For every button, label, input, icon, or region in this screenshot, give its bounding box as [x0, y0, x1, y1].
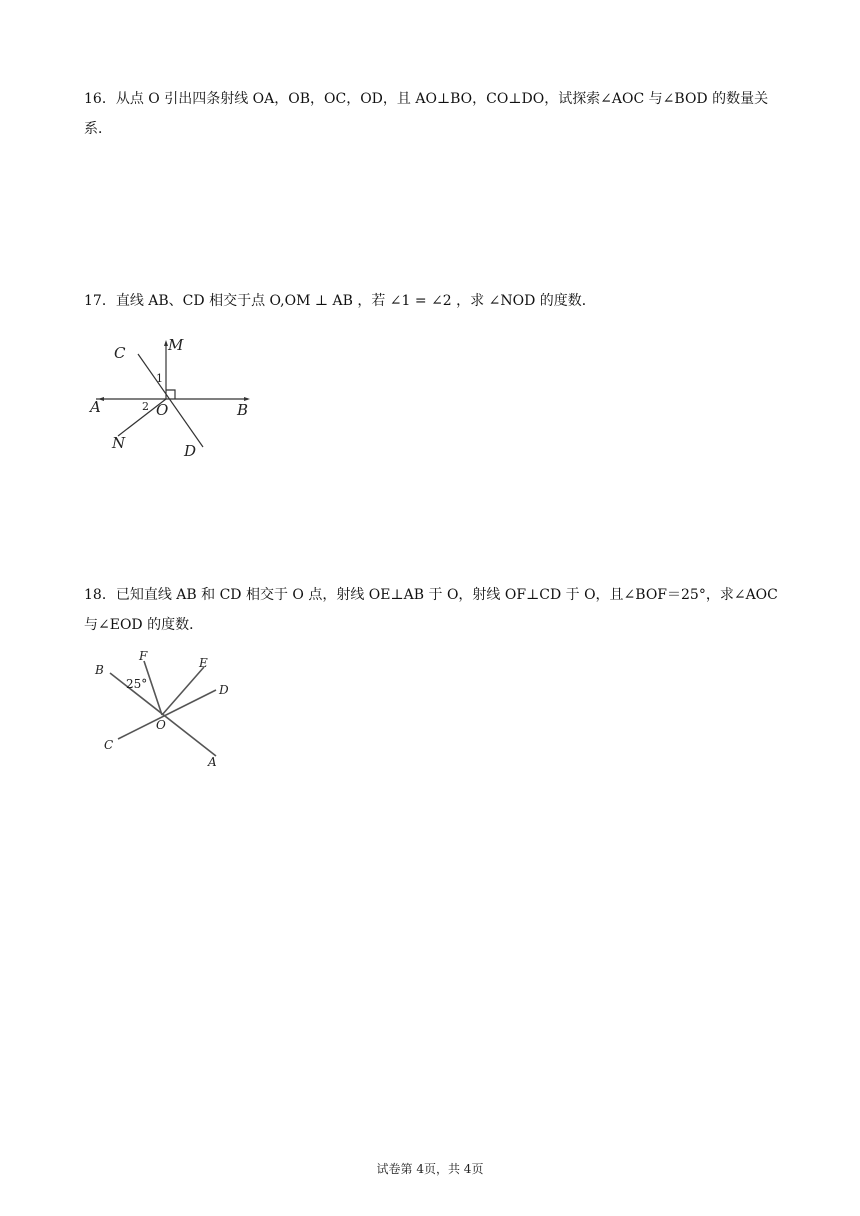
intersecting-lines-diagram-17 — [86, 332, 266, 464]
label-o: O — [156, 401, 169, 419]
label-f: F — [139, 649, 148, 663]
problem-17 — [84, 286, 784, 316]
problem-18-line-1 — [84, 580, 784, 610]
problem-17-number: 17． — [84, 293, 116, 309]
problem-17-text — [84, 286, 784, 316]
label-c: C — [104, 738, 114, 752]
label-e: E — [199, 656, 208, 670]
label-angle-2: 2 — [142, 400, 149, 413]
label-n: N — [112, 434, 126, 452]
problem-18-number: 18． — [84, 587, 116, 603]
page-footer: 试卷第 4页，共 4页 — [376, 1162, 484, 1176]
label-m: M — [168, 336, 184, 354]
ray-oe — [162, 667, 204, 715]
label-angle-1: 1 — [156, 372, 163, 385]
problem-18-figure — [92, 646, 242, 770]
problem-18 — [84, 580, 784, 640]
label-a: A — [90, 398, 101, 416]
problem-18-body-1: 已知直线 AB 和 CD 相交于 O 点，射线 OE⊥AB 于 O，射线 OF⊥CD 于 O，且∠BOF＝25°，求∠AOC — [115, 587, 778, 603]
label-o: O — [156, 718, 166, 732]
problem-16 — [84, 84, 784, 144]
intersecting-lines-diagram-18 — [92, 646, 242, 770]
problem-16-text — [84, 84, 784, 144]
label-d: D — [219, 683, 229, 697]
label-b: B — [237, 401, 249, 419]
label-a: A — [208, 755, 217, 769]
label-b: B — [95, 663, 104, 677]
label-c: C — [114, 344, 126, 362]
problem-16-number: 16． — [84, 91, 116, 107]
label-angle-25: 25° — [126, 677, 148, 691]
problem-18-line-2: 与∠EOD 的度数． — [84, 617, 204, 633]
line-cd — [118, 690, 216, 739]
problem-17-figure — [86, 332, 266, 464]
right-angle-mark — [166, 390, 175, 399]
label-d: D — [184, 442, 197, 460]
problem-16-body: 从点 O 引出四条射线 OA，OB，OC，OD，且 AO⊥BO，CO⊥DO，试探索∠AOC 与∠BOD 的数量关系． — [84, 91, 769, 137]
problem-17-body: 直线 AB、CD 相交于点 O,OM ⊥ AB ，若 ∠1 = ∠2 ，求 ∠NOD 的度数． — [115, 293, 596, 309]
